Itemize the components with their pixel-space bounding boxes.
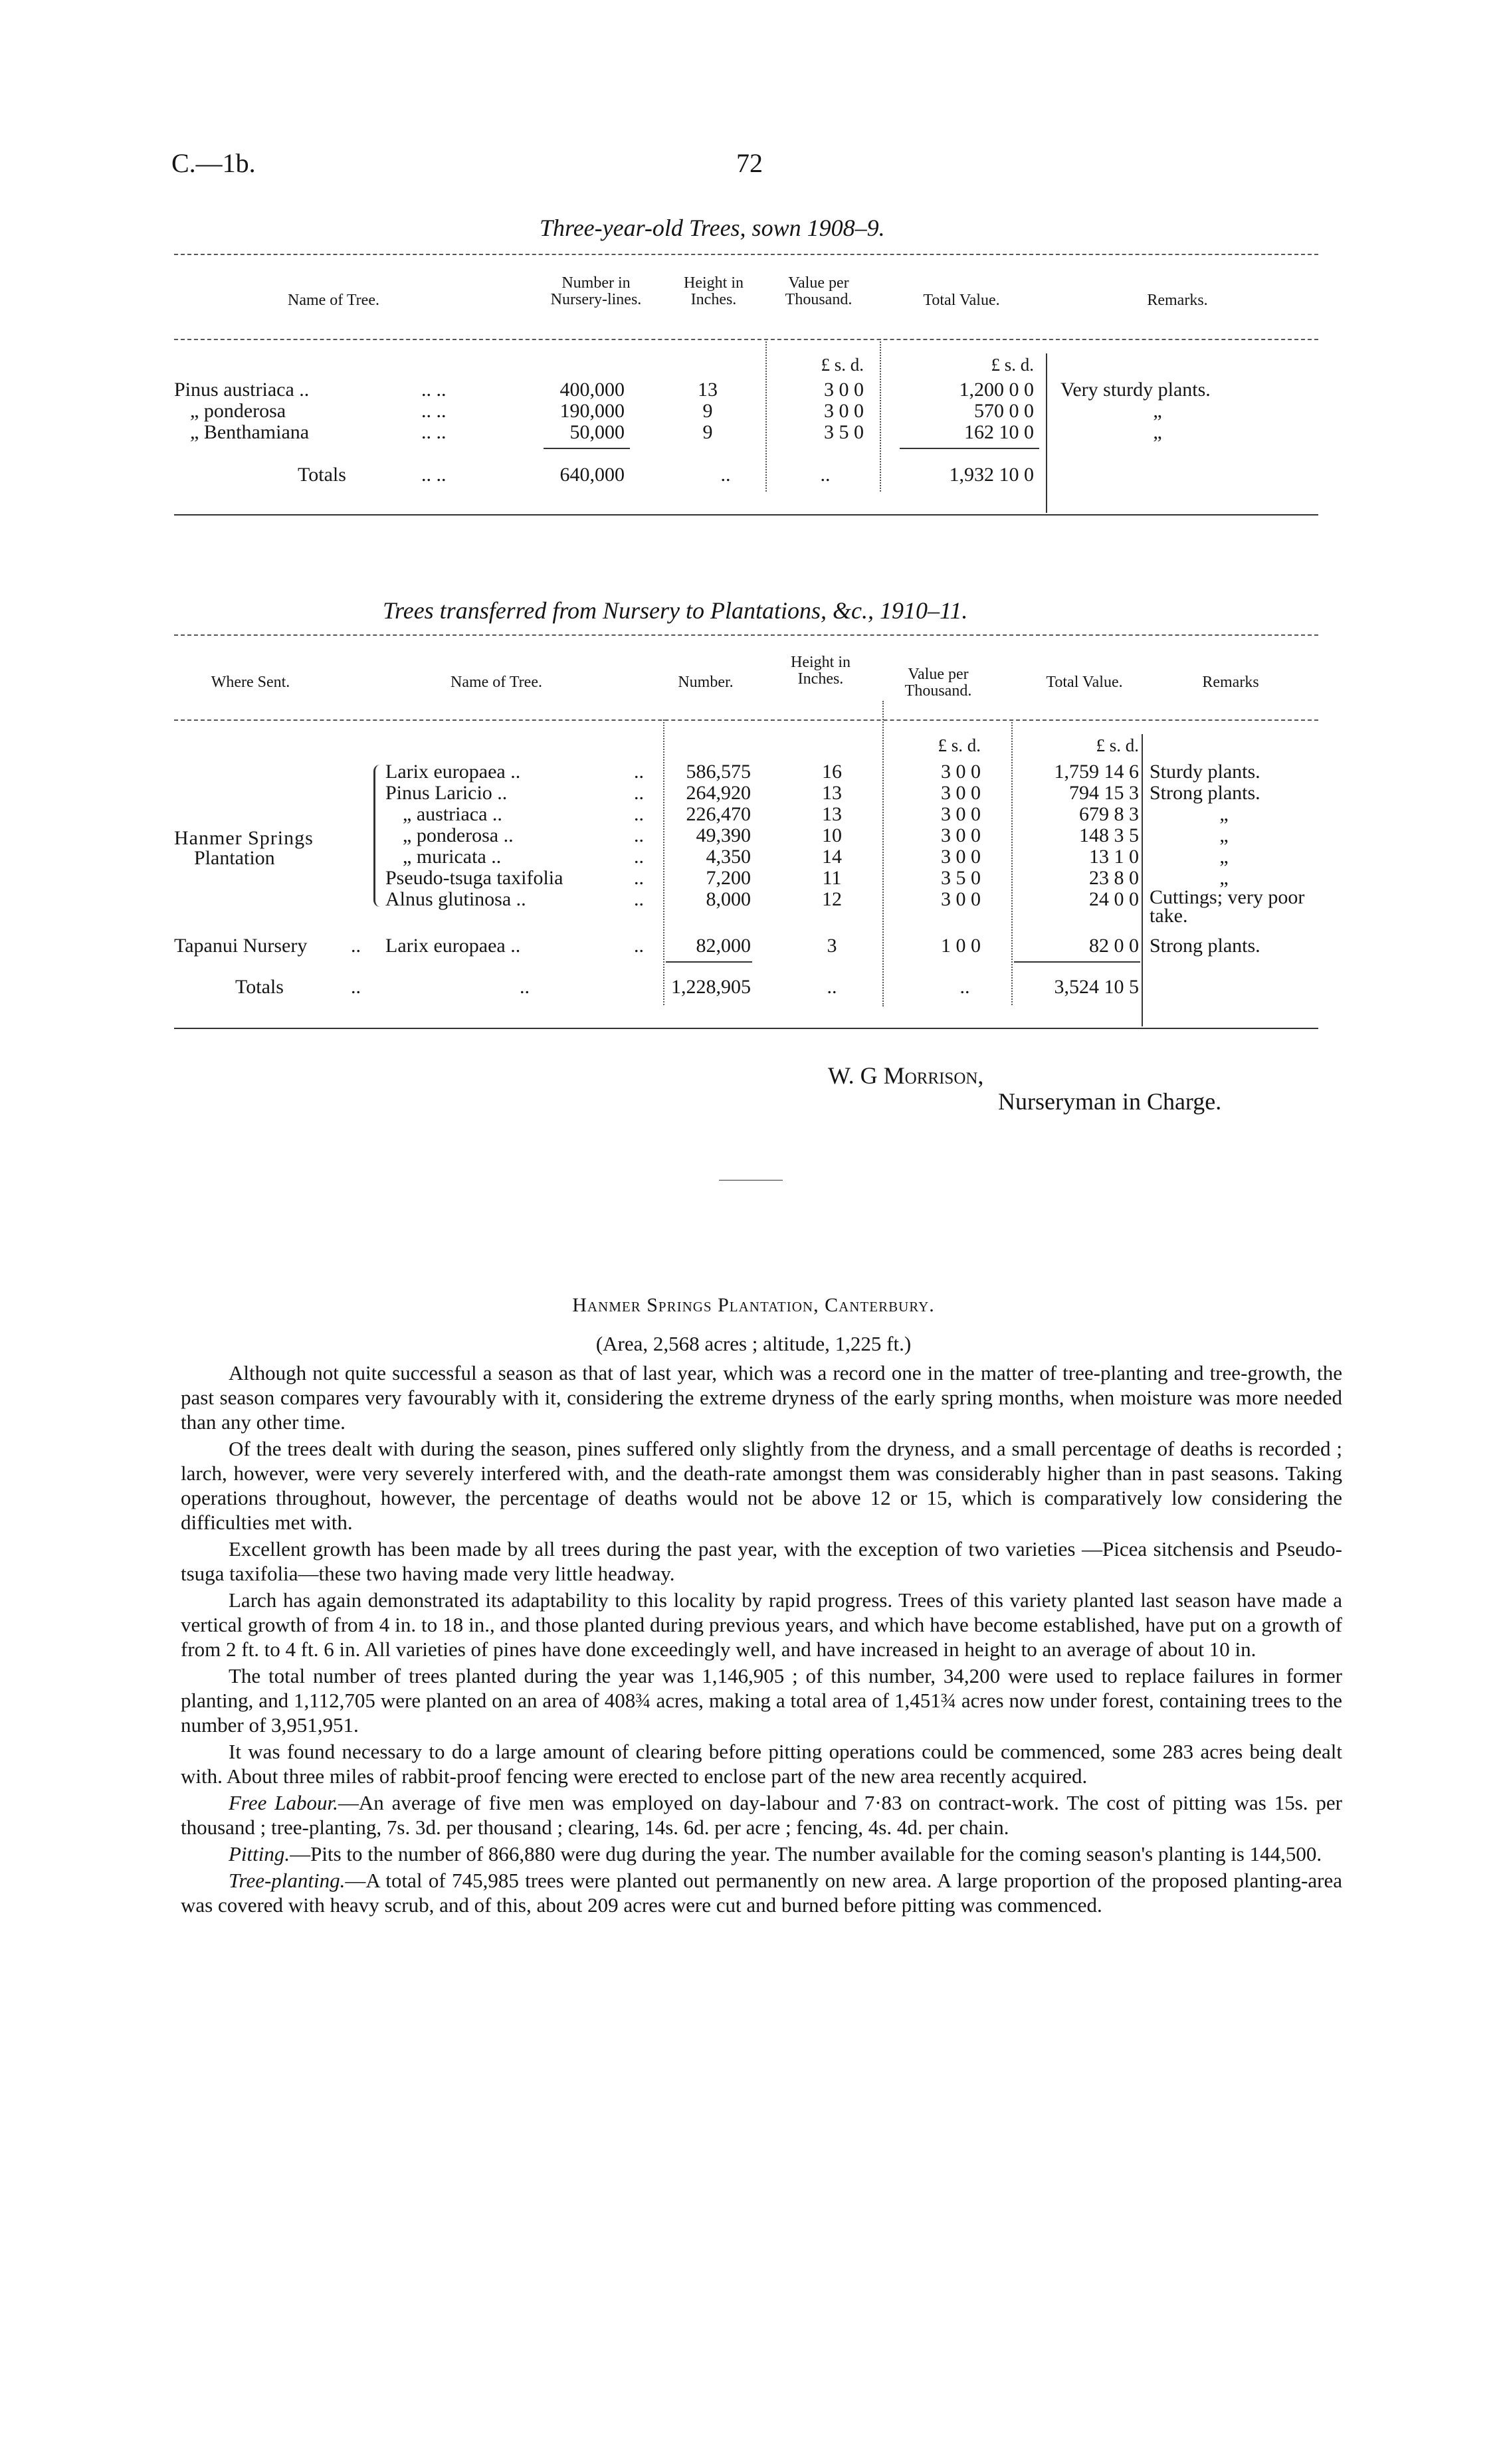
table1-header-value: Value per Thousand. [785, 274, 853, 309]
table2-totals-row [174, 976, 1318, 996]
tree-name: „ Benthamiana [190, 421, 310, 443]
remarks: „ [1219, 846, 1229, 868]
height: 16 [822, 761, 842, 783]
height: 13 [822, 782, 842, 804]
value-per-thousand: 3 0 0 [824, 400, 864, 422]
table-row [174, 379, 1318, 399]
value-per-thousand: 3 0 0 [941, 824, 981, 846]
nursery-number: 190,000 [559, 400, 625, 422]
remarks: Cuttings; very poor take. [1150, 886, 1305, 927]
number: 82,000 [696, 935, 751, 957]
tree-name: „ ponderosa .. [403, 824, 514, 846]
table2-header-total: Total Value. [1046, 674, 1123, 691]
paragraph-text: —A total of 745,985 trees were planted out permanently on new area. A large proportion of the proposed planting-area was covered with heavy scrub, and of this, about 209 acres were cut and burned before pitting was commenced. [181, 1869, 1342, 1917]
table-row [174, 935, 1318, 955]
paragraph-lead: Free Labour. [229, 1791, 338, 1814]
value-per-thousand: 3 0 0 [941, 761, 981, 783]
table-row [174, 761, 1318, 781]
remarks: Strong plants. [1150, 935, 1260, 957]
number: 8,000 [706, 888, 751, 910]
height: 13 [822, 803, 842, 825]
value-per-thousand: 3 5 0 [941, 867, 981, 889]
totals-number: 1,228,905 [671, 976, 751, 998]
leader-dots: .. [351, 976, 361, 998]
table2-header-where: Where Sent. [211, 674, 290, 691]
remarks: „ [1219, 803, 1229, 825]
table2-currency-total: £ s. d. [1096, 735, 1139, 755]
section-divider [719, 1180, 783, 1181]
paragraph: Of the trees dealt with during the season, pines suffered only slightly from the dryness, and a small percentage of deaths is recorded ; larch, however, were very severely interfered with, and the death-rate amongst them was considerably higher than in past seasons. Taking operations throughout, however, the percentage of deaths would not be above 12 or 15, which is comparatively low considering the difficulties met with. [181, 1437, 1342, 1534]
height: 13 [698, 379, 718, 401]
table2-header-number: Number. [678, 674, 734, 691]
group-label-hanmer: Hanmer Springs [174, 827, 314, 849]
totals-label: Totals [235, 976, 284, 998]
tree-name: Pseudo-tsuga taxifolia [385, 867, 563, 889]
leader-dots: .. [351, 935, 361, 957]
height: 3 [827, 935, 837, 957]
tree-name: Larix europaea .. [385, 761, 521, 783]
tree-name: Larix europaea .. [385, 935, 521, 957]
height: 14 [822, 846, 842, 868]
number: 7,200 [706, 867, 751, 889]
value-per-thousand: 3 0 0 [941, 846, 981, 868]
table-row [174, 824, 1318, 844]
remarks: Very sturdy plants. [1060, 379, 1211, 401]
totals-value: .. [820, 464, 831, 486]
paragraph: Although not quite successful a season as that of last year, which was a record one in the matter of tree-planting and tree-growth, the past season compares very favourably with it, considering the extreme dryness of the early spring months, when moisture was more needed than any other time. [181, 1361, 1342, 1434]
table-row [174, 846, 1318, 866]
table2-header-height: Height in Inches. [791, 654, 851, 688]
total-value: 679 8 3 [1079, 803, 1139, 825]
table1-header-remarks: Remarks. [1147, 292, 1208, 309]
section-body [181, 1361, 1342, 1919]
total-value: 13 1 0 [1089, 846, 1139, 868]
value-per-thousand: 3 0 0 [941, 803, 981, 825]
paragraph [181, 1842, 1342, 1866]
number: 264,920 [686, 782, 751, 804]
table1-currency-value: £ s. d. [821, 355, 864, 375]
remarks: „ [1219, 867, 1229, 889]
remarks: „ [1153, 400, 1162, 422]
tree-name: „ ponderosa [190, 400, 286, 422]
leader-dots: .. .. [421, 464, 447, 486]
paragraph: Larch has again demonstrated its adaptability to this locality by rapid progress. Trees of this variety planted last season have made a vertical growth of from 4 in. to 18 in., and those planted during previous years, and which have become established, have put on a growth of from 2 ft. to 4 ft. 6 in. All varieties of pines have done exceedingly well, and have increased in height to an average of about 10 in. [181, 1588, 1342, 1661]
table1-totals-row [174, 464, 1318, 484]
total-value: 82 0 0 [1089, 935, 1139, 957]
totals-total: 1,932 10 0 [949, 464, 1034, 486]
table-row [174, 803, 1318, 823]
paragraph: The total number of trees planted during the year was 1,146,905 ; of this number, 34,200 were used to replace failures in former planting, and 1,112,705 were planted on an area of 408¾ acres, making a total area of 1,451¾ acres now under forest, containing trees to the number of 3,951,951. [181, 1664, 1342, 1737]
value-per-thousand: 3 0 0 [824, 379, 864, 401]
value-per-thousand: 3 0 0 [941, 888, 981, 910]
totals-total: 3,524 10 5 [1054, 976, 1139, 998]
totals-height: .. [720, 464, 731, 486]
number: 49,390 [696, 824, 751, 846]
height: 9 [702, 400, 713, 422]
paragraph: It was found necessary to do a large amount of clearing before pitting operations could be commenced, some 283 acres being dealt with. About three miles of rabbit-proof fencing were erected to enclose part of the new area recently acquired. [181, 1740, 1342, 1788]
total-value: 24 0 0 [1089, 888, 1139, 910]
total-value: 23 8 0 [1089, 867, 1139, 889]
table1-header-total: Total Value. [923, 292, 1000, 309]
height: 10 [822, 824, 842, 846]
table1-currency-total: £ s. d. [991, 355, 1034, 375]
remarks: Sturdy plants. [1150, 761, 1260, 783]
number: 4,350 [706, 846, 751, 868]
where-sent: Tapanui Nursery [174, 935, 308, 957]
totals-value: .. [959, 976, 970, 998]
leader-dots: .. [520, 976, 530, 998]
nursery-number: 400,000 [559, 379, 625, 401]
total-value: 1,759 14 6 [1054, 761, 1139, 783]
table-row [174, 886, 1318, 927]
leader-dots: .. [634, 935, 644, 957]
table1 [174, 254, 1318, 533]
table1-header-name: Name of Tree. [288, 292, 379, 309]
tree-name: Alnus glutinosa .. [385, 888, 526, 910]
signature-role: Nurseryman in Charge. [998, 1088, 1222, 1115]
table-row [174, 867, 1318, 887]
paragraph: Excellent growth has been made by all trees during the past year, with the exception of two varieties —Picea sitchensis and Pseudo-tsuga taxifolia—these two having made very little headway. [181, 1537, 1342, 1585]
totals-label: Totals [298, 464, 346, 486]
number: 586,575 [686, 761, 751, 783]
tree-name: Pinus Laricio .. [385, 782, 508, 804]
paragraph [181, 1868, 1342, 1917]
leader-dots: .. [634, 824, 644, 846]
total-value: 570 0 0 [974, 400, 1034, 422]
totals-height: .. [827, 976, 837, 998]
value-per-thousand: 3 5 0 [824, 421, 864, 443]
leader-dots: .. .. [421, 379, 447, 401]
remarks: „ [1219, 824, 1229, 846]
leader-dots: .. [634, 782, 644, 804]
tree-name: „ austriaca .. [403, 803, 502, 825]
total-value: 162 10 0 [964, 421, 1034, 443]
table-row [174, 782, 1318, 802]
total-value: 794 15 3 [1069, 782, 1139, 804]
remarks: „ [1153, 421, 1162, 443]
nursery-number: 50,000 [569, 421, 625, 443]
total-value: 1,200 0 0 [959, 379, 1034, 401]
paragraph-lead: Tree-planting. [229, 1869, 346, 1892]
leader-dots: .. [634, 867, 644, 889]
value-per-thousand: 1 0 0 [941, 935, 981, 957]
table2 [174, 634, 1318, 1046]
table1-header-number: Number in Nursery-lines. [550, 274, 642, 309]
number: 226,470 [686, 803, 751, 825]
value-per-thousand: 3 0 0 [941, 782, 981, 804]
leader-dots: .. .. [421, 400, 447, 422]
tree-name: Pinus austriaca .. [174, 379, 310, 401]
group-label-plantation: Plantation [194, 847, 275, 869]
paragraph [181, 1790, 1342, 1840]
height: 9 [702, 421, 713, 443]
height: 11 [822, 867, 842, 889]
remarks: Strong plants. [1150, 782, 1260, 804]
table2-header-value: Value per Thousand. [904, 666, 972, 700]
signature-name: W. G Morrison, [828, 1062, 984, 1089]
table-row [174, 421, 1318, 441]
table1-title: Three-year-old Trees, sown 1908–9. [540, 215, 885, 241]
height: 12 [822, 888, 842, 910]
tree-name: „ muricata .. [403, 846, 502, 868]
leader-dots: .. [634, 888, 644, 910]
page-number: 72 [736, 148, 763, 178]
paragraph-text: —Pits to the number of 866,880 were dug during the year. The number available for the coming season's planting is 144,500. [290, 1842, 1322, 1865]
leader-dots: .. [634, 761, 644, 783]
table2-currency-value: £ s. d. [938, 735, 981, 755]
table2-header-remarks: Remarks [1202, 674, 1259, 691]
section-heading: Hanmer Springs Plantation, Canterbury. [572, 1294, 935, 1316]
table2-title: Trees transferred from Nursery to Plantations, &c., 1910–11. [383, 597, 968, 624]
table1-header-height: Height in Inches. [684, 274, 744, 309]
leader-dots: .. [634, 846, 644, 868]
table-row [174, 400, 1318, 420]
page-ref: C.—1b. [171, 148, 256, 178]
section-subheading: (Area, 2,568 acres ; altitude, 1,225 ft.) [595, 1332, 912, 1355]
paragraph-lead: Pitting. [229, 1842, 290, 1865]
paragraph-text: —An average of five men was employed on day-labour and 7·83 on contract-work. The cost of pitting was 15s. per thousand ; tree-planting, 7s. 3d. per thousand ; clearing, 14s. 6d. per acre ; fencing, 4s. 4d. per chain. [181, 1791, 1342, 1839]
leader-dots: .. .. [421, 421, 447, 443]
total-value: 148 3 5 [1079, 824, 1139, 846]
totals-number: 640,000 [559, 464, 625, 486]
table2-header-name: Name of Tree. [451, 674, 542, 691]
leader-dots: .. [634, 803, 644, 825]
